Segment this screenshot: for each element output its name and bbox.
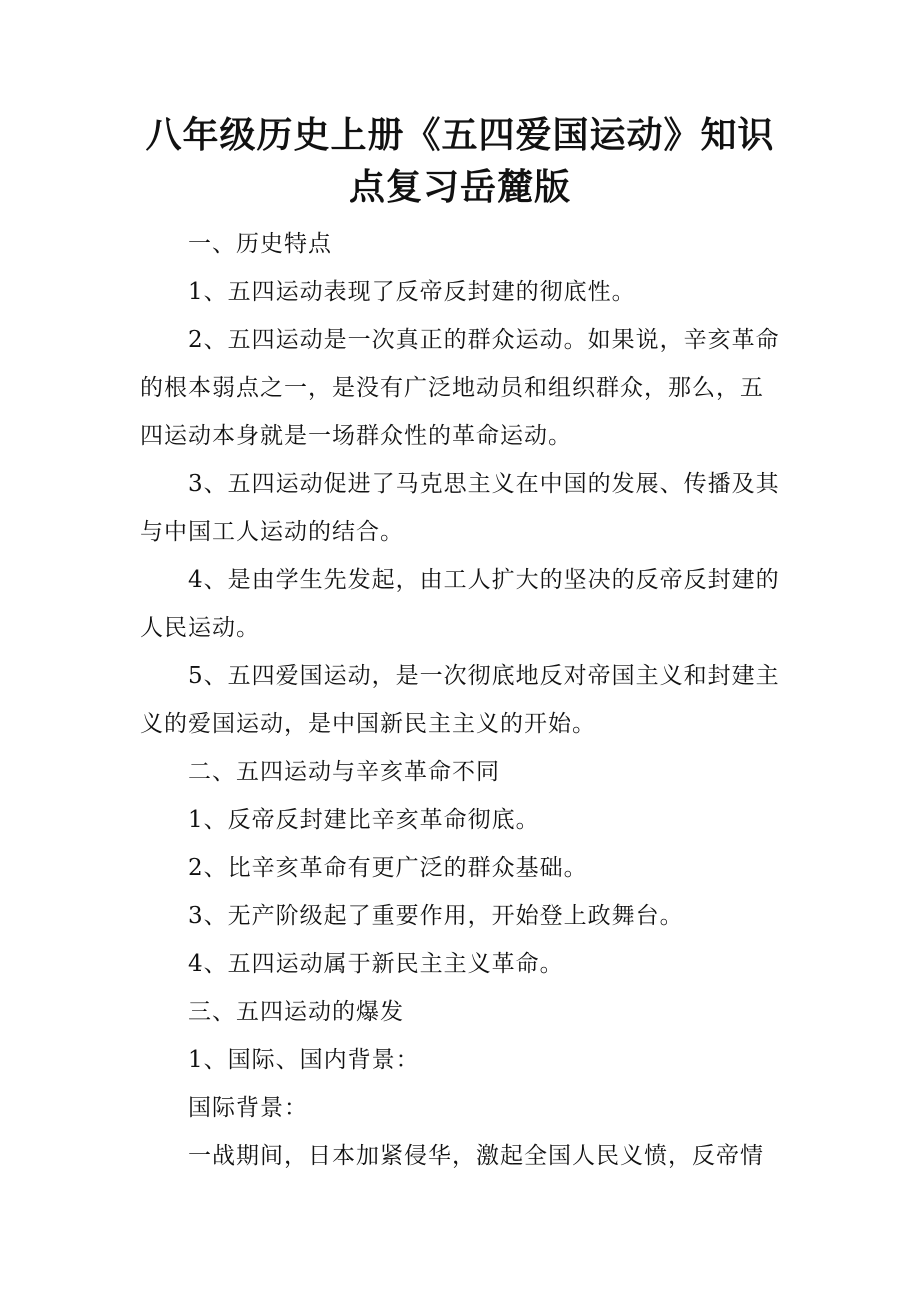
paragraph: 2、五四运动是一次真正的群众运动。如果说，辛亥革命的根本弱点之一，是没有广泛地动员和组织群众，那么，五四运动本身就是一场群众性的革命运动。 bbox=[140, 327, 780, 449]
document-title-line-1: 八年级历史上册《五四爱国运动》知识 bbox=[145, 115, 775, 156]
paragraph: 2、比辛亥革命有更广泛的群众基础。 bbox=[188, 855, 588, 881]
paragraph: 4、是由学生先发起，由工人扩大的坚决的反帝反封建的人民运动。 bbox=[140, 567, 780, 641]
paragraph: 3、无产阶级起了重要作用，开始登上政舞台。 bbox=[188, 903, 684, 929]
paragraph: 1、反帝反封建比辛亥革命彻底。 bbox=[188, 807, 540, 833]
paragraph: 1、五四运动表现了反帝反封建的彻底性。 bbox=[188, 279, 636, 305]
paragraph: 国际背景： bbox=[188, 1095, 308, 1121]
section-heading: 三、五四运动的爆发 bbox=[188, 999, 404, 1025]
paragraph: 3、五四运动促进了马克思主义在中国的发展、传播及其与中国工人运动的结合。 bbox=[140, 471, 780, 545]
section-heading: 一、历史特点 bbox=[188, 231, 332, 257]
paragraph: 4、五四运动属于新民主主义革命。 bbox=[188, 951, 564, 977]
paragraph: 1、国际、国内背景： bbox=[188, 1047, 420, 1073]
document-title-line-2: 点复习岳麓版 bbox=[348, 167, 571, 208]
paragraph: 5、五四爱国运动，是一次彻底地反对帝国主义和封建主义的爱国运动，是中国新民主主义的开始。 bbox=[140, 663, 780, 737]
section-heading: 二、五四运动与辛亥革命不同 bbox=[188, 759, 500, 785]
paragraph: 一战期间，日本加紧侵华，激起全国人民义愤，反帝情 bbox=[188, 1143, 764, 1169]
document-body bbox=[140, 220, 786, 1180]
